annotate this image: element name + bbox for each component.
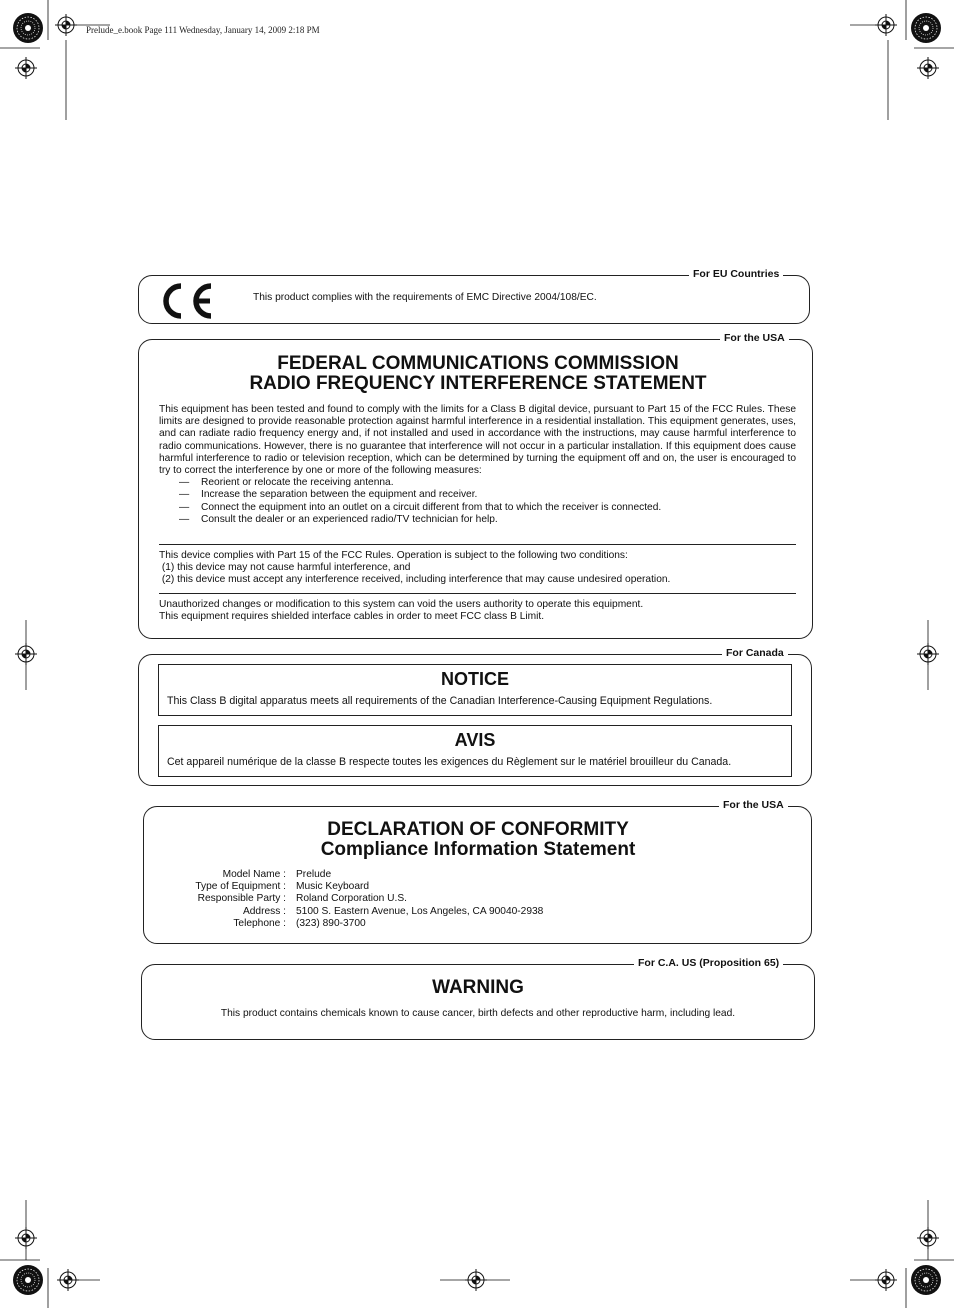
divider <box>159 593 796 594</box>
table-row <box>160 869 760 881</box>
notice-box <box>158 664 792 716</box>
fcc-paragraph: This equipment has been tested and found to comply with the limits for a Class B digital device, pursuant to Part 15 of the FCC Rules. These limits are designed to provide reasonable protection against harmful interference in a residential installation. This equipment generates, uses, and can radiate radio frequency energy and, if not installed and used in accordance with the instructions, may cause harmful interference to radio communications. However, there is no guarantee that interference will not occur in a particular installation. If this equipment does cause harmful interference to radio or television reception, which can be determined by turning the equipment off and on, the user is encouraged to try to correct the interference by one or more of the following measures: <box>159 404 796 477</box>
registration-mark-icon <box>917 57 939 79</box>
part15-intro: This device complies with Part 15 of the FCC Rules. Operation is subject to the following two conditions: <box>159 550 628 561</box>
row-value: (323) 890-3700 <box>296 917 366 929</box>
registration-mark-icon <box>57 1269 79 1291</box>
divider <box>159 544 796 545</box>
row-value: Roland Corporation U.S. <box>296 893 407 905</box>
conformity-tag: For the USA <box>719 799 788 811</box>
dash-bullet: — <box>179 501 190 513</box>
avis-box <box>158 725 792 777</box>
dash-bullet: — <box>179 513 190 525</box>
notice-title: NOTICE <box>440 669 509 689</box>
measure-text: Connect the equipment into an outlet on a circuit different from that to which the receiver is connected. <box>201 501 662 513</box>
notice-text: This Class B digital apparatus meets all requirements of the Canadian Interference-Causing Equipment Regulations. <box>167 695 713 707</box>
warning-text: This product contains chemicals known to cause cancer, birth defects and other reproductive harm, including lead. <box>220 1008 736 1019</box>
list-item <box>179 489 796 501</box>
row-value: Prelude <box>296 869 332 880</box>
row-label: Address : <box>242 905 286 917</box>
color-target-icon <box>13 1265 43 1295</box>
shielded-text: This equipment requires shielded interface cables in order to meet FCC class B Limit. <box>159 611 545 623</box>
table-row <box>160 918 760 930</box>
avis-title: AVIS <box>454 730 496 750</box>
registration-mark-icon <box>15 643 37 665</box>
conformity-title-line1: DECLARATION OF CONFORMITY <box>327 819 629 840</box>
table-row <box>160 893 760 905</box>
conformity-title <box>160 820 796 860</box>
eu-tag: For EU Countries <box>689 268 783 280</box>
warning-title: WARNING <box>432 977 524 998</box>
dash-bullet: — <box>179 477 190 489</box>
registration-mark-icon <box>875 1269 897 1291</box>
avis-text: Cet appareil numérique de la classe B respecte toutes les exigences du Règlement sur le matériel brouilleur du Canada. <box>167 756 732 768</box>
row-label: Responsible Party : <box>197 893 286 905</box>
registration-mark-icon <box>15 1227 37 1249</box>
table-row <box>160 881 760 893</box>
warning-tag: For C.A. US (Proposition 65) <box>634 957 783 969</box>
table-row <box>160 906 760 918</box>
row-label: Type of Equipment : <box>195 881 286 893</box>
conformity-table <box>160 869 760 930</box>
list-item <box>179 477 796 489</box>
eu-text: This product complies with the requirements of EMC Directive 2004/108/EC. <box>253 292 597 303</box>
registration-mark-icon <box>917 1227 939 1249</box>
color-target-icon <box>13 13 43 43</box>
measure-text: Consult the dealer or an experienced radio/TV technician for help. <box>201 513 498 525</box>
unauthorized-text: Unauthorized changes or modification to this system can void the users authority to operate this equipment. <box>159 599 644 610</box>
fcc-body <box>159 404 796 526</box>
list-item <box>179 502 796 514</box>
registration-mark-icon <box>875 14 897 36</box>
registration-mark-icon <box>917 643 939 665</box>
row-label: Model Name : <box>222 869 286 880</box>
canada-tag: For Canada <box>722 647 788 659</box>
measure-text: Reorient or relocate the receiving antenna. <box>201 477 394 489</box>
fcc-title-line1: FEDERAL COMMUNICATIONS COMMISSION <box>277 353 679 374</box>
registration-mark-icon <box>465 1269 487 1291</box>
fcc-title <box>160 354 796 394</box>
row-value: 5100 S. Eastern Avenue, Los Angeles, CA 90040-2938 <box>296 905 544 917</box>
row-label: Telephone : <box>233 917 286 929</box>
registration-mark-icon <box>15 57 37 79</box>
condition-2: (2) this device must accept any interference received, including interference that may cause undesired operation. <box>159 574 671 586</box>
fcc-tag: For the USA <box>720 332 789 344</box>
registration-mark-icon <box>55 14 77 36</box>
ce-mark-icon <box>156 282 214 320</box>
book-info-header: Prelude_e.book Page 111 Wednesday, January 14, 2009 2:18 PM <box>86 25 320 35</box>
color-target-icon <box>911 13 941 43</box>
fcc-part15 <box>159 550 796 587</box>
row-value: Music Keyboard <box>296 881 370 893</box>
condition-1: (1) this device may not cause harmful interference, and <box>159 562 411 574</box>
fcc-title-line2: RADIO FREQUENCY INTERFERENCE STATEMENT <box>249 373 707 394</box>
list-item <box>179 514 796 526</box>
dash-bullet: — <box>179 489 190 501</box>
conformity-title-line2: Compliance Information Statement <box>320 839 636 860</box>
warning-panel <box>141 964 815 1040</box>
measure-text: Increase the separation between the equipment and receiver. <box>201 489 478 501</box>
fcc-measures <box>159 477 796 526</box>
color-target-icon <box>911 1265 941 1295</box>
fcc-footer <box>159 599 796 623</box>
